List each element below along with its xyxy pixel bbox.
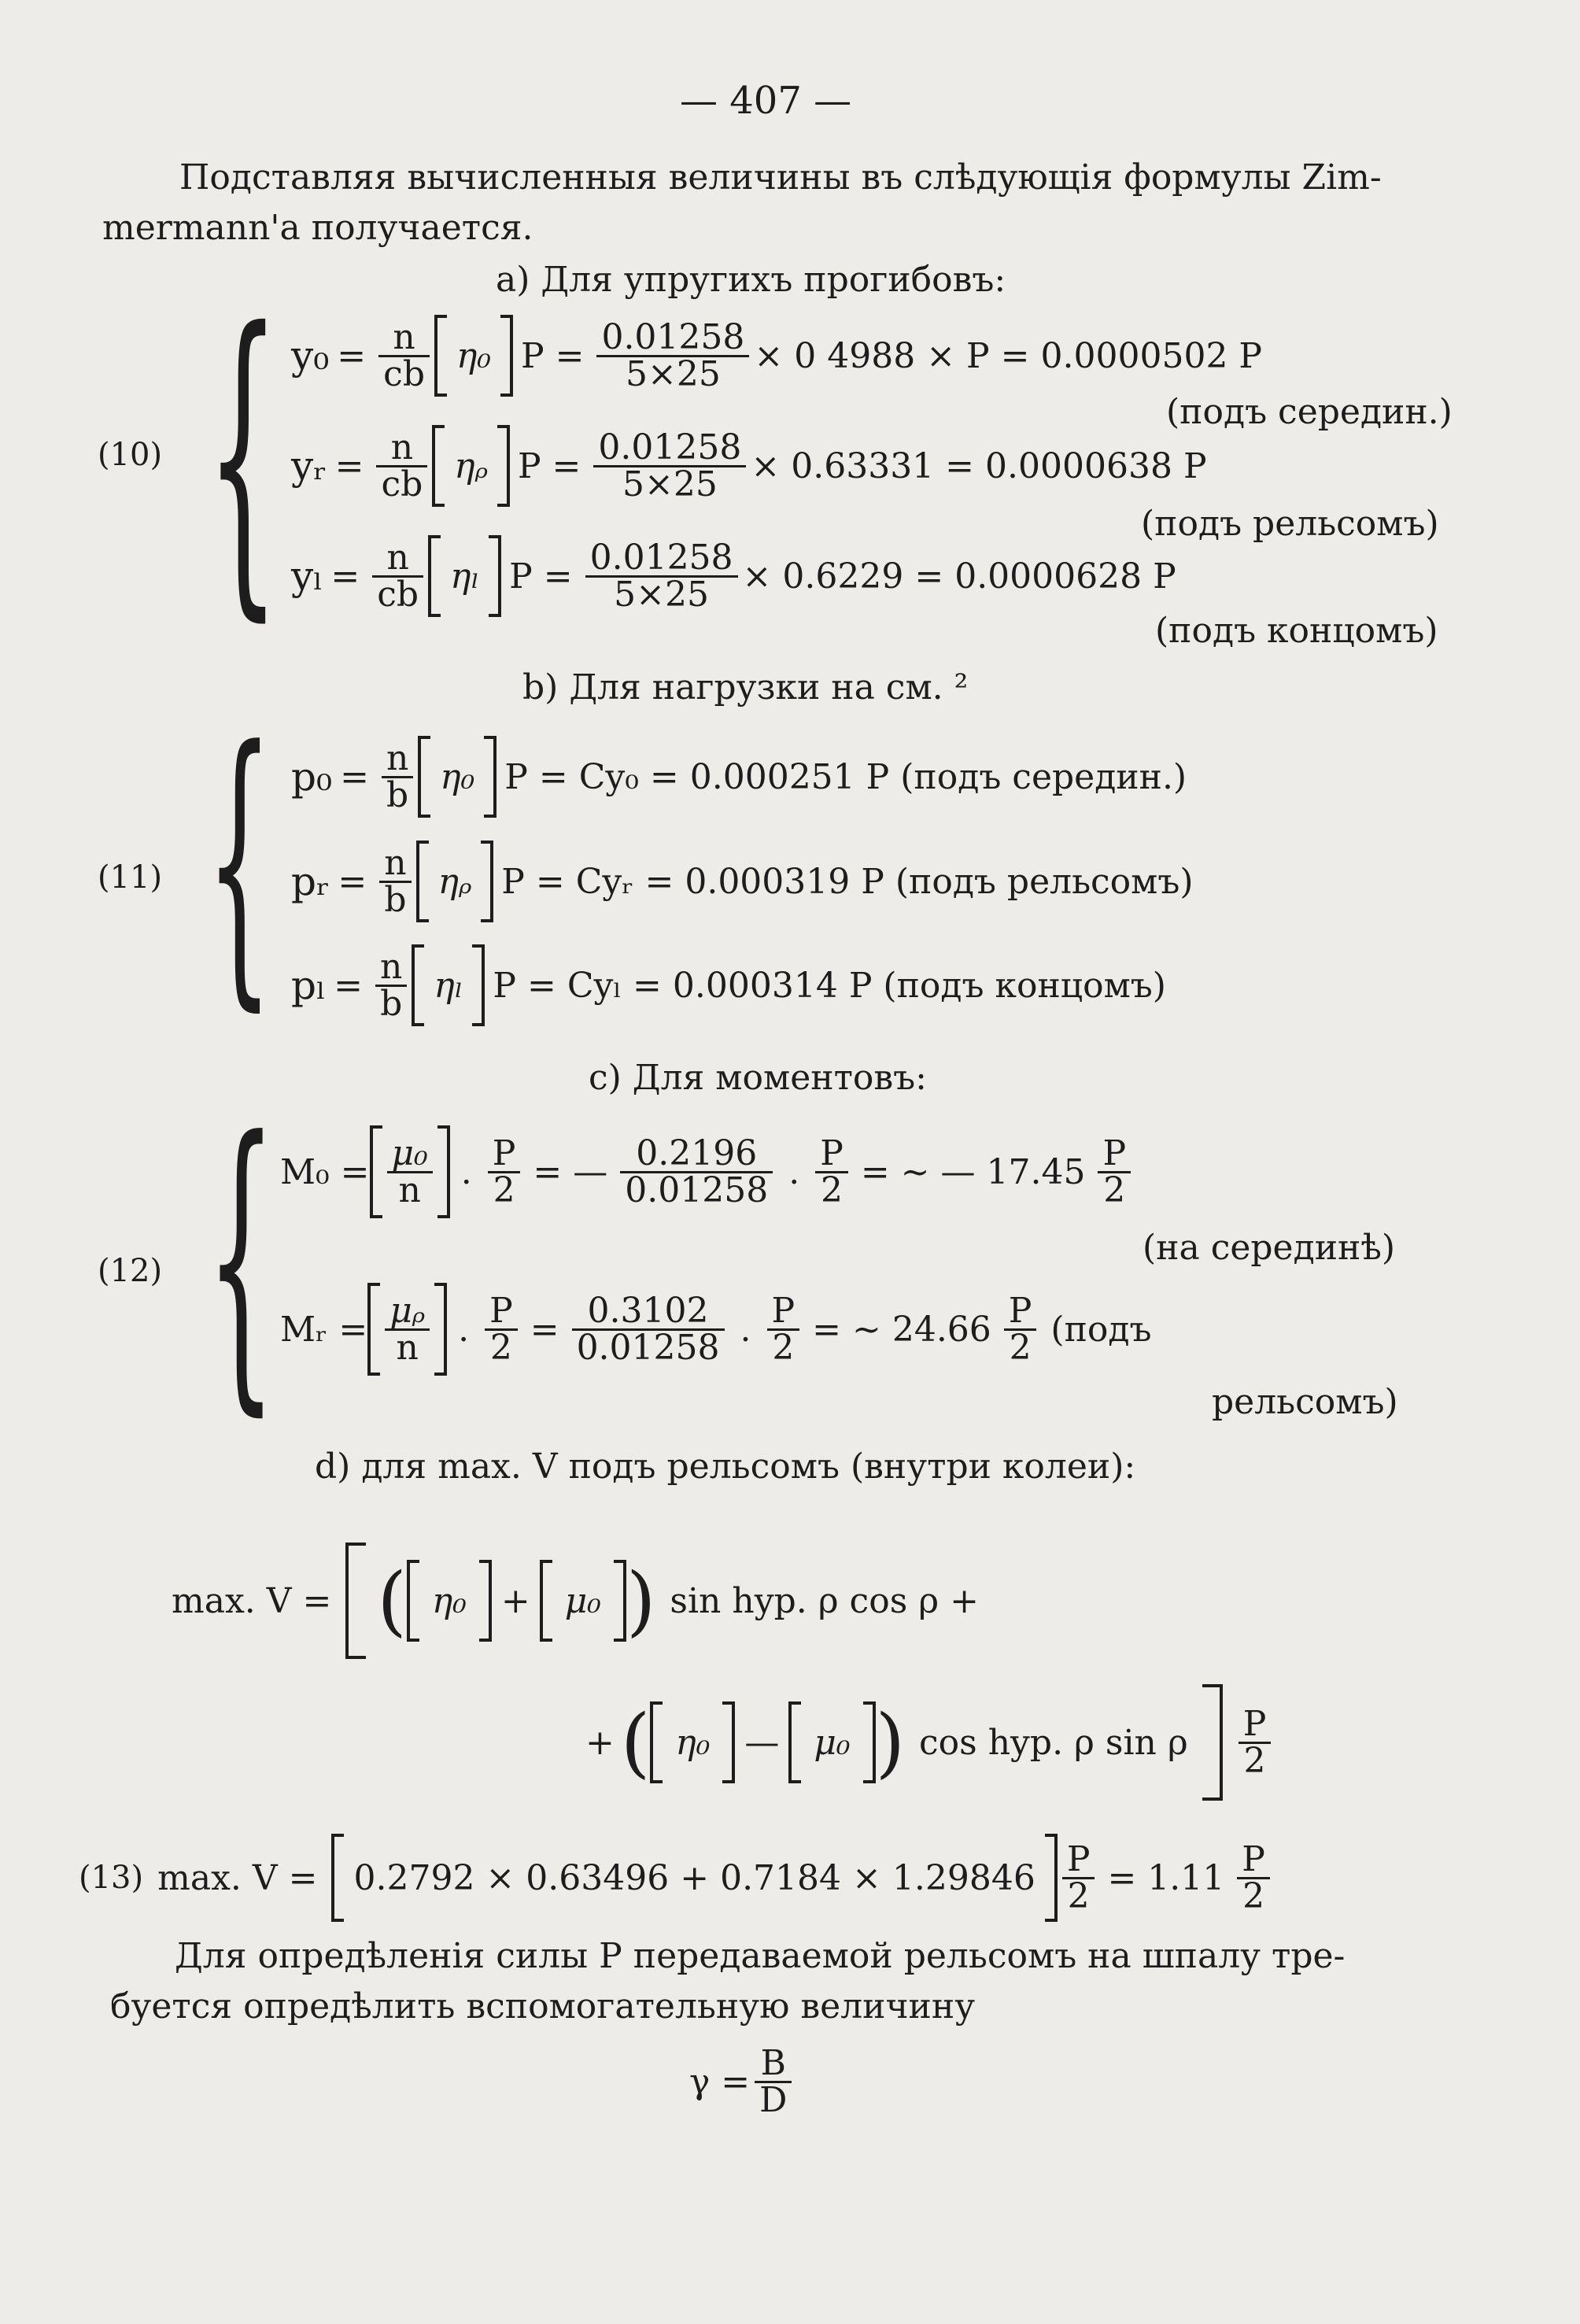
eq10-row1-note: (подъ середин.) (1166, 392, 1453, 432)
frac-den: cb (377, 574, 419, 615)
eq12-row2-lhs: Mᵣ = (280, 1309, 368, 1350)
bracket-left (331, 1834, 344, 1922)
frac-den: n (398, 1169, 421, 1210)
brace-10: { (206, 264, 280, 648)
eqd-lhs: max. V = (172, 1580, 332, 1621)
outer-bracket-left (345, 1543, 366, 1659)
eq12-row1-tail: = ~ — 17.45 (860, 1151, 1086, 1192)
bracket-right (434, 1283, 447, 1376)
frac-den: 2 (821, 1169, 843, 1210)
bracket-right (722, 1701, 735, 1783)
frac-num: 0.01258 (585, 541, 738, 578)
bracket-left (650, 1701, 663, 1783)
frac-den: 2 (493, 1169, 515, 1210)
bracket-left (412, 944, 424, 1026)
eq10-row1-nfrac (378, 316, 430, 394)
eq10-row1-factor: × 0 4988 × P = 0.0000502 P (754, 335, 1263, 376)
section-b-title: b) Для нагрузки на см. ² (522, 667, 969, 708)
eq10-row1-frac (596, 316, 749, 394)
frac-num: P (1062, 1842, 1095, 1879)
frac-num: P (1098, 1136, 1131, 1173)
frac-num: n (375, 950, 407, 987)
eq12-row2-mufrac (385, 1290, 430, 1368)
bracket-right (614, 1560, 626, 1642)
outer-bracket-right (1202, 1684, 1223, 1801)
frac-num: 0.3102 (572, 1294, 725, 1331)
frac-num: P (485, 1294, 518, 1331)
eq13-pfrac2 (1237, 1838, 1270, 1916)
brace-12: { (206, 1076, 277, 1442)
gamma-frac (755, 2043, 792, 2120)
bracket-right (489, 535, 501, 617)
eq-label-13: (13) (79, 1860, 144, 1896)
eqd-mu-1: μ₀ (564, 1580, 601, 1621)
bracket-right (484, 736, 497, 818)
bracket-left (428, 535, 441, 617)
frac-num: n (379, 846, 411, 883)
eq10-row2-frac (593, 427, 746, 504)
eq10-row2-nfrac (376, 427, 427, 504)
eq12-row2-pfrac (485, 1290, 518, 1368)
frac-num: P (488, 1136, 521, 1173)
frac-num: P (767, 1294, 800, 1331)
bracket-left (540, 1560, 552, 1642)
frac-den: 2 (1009, 1327, 1032, 1368)
frac-num: 0.01258 (596, 320, 749, 357)
eq12-row2-note2: рельсомъ) (1212, 1382, 1398, 1422)
eq10-row2: yᵣ = $\frac{n}{cb}$ ηᵨ P = $\frac{0.01258}{5\times 25}$ × 0.63331 = 0.0000638 P (291, 425, 1207, 507)
eq10-row1-lhs: y₀ (291, 333, 330, 379)
eq13-lhs: max. V = (157, 1857, 318, 1898)
frac-num: 0.2196 (620, 1136, 773, 1173)
eq11-row2: pᵣ = $\frac{n}{b}$ ηᵨ P = Cyᵣ = 0.000319 P (подъ рельсомъ) (291, 841, 1194, 922)
eq13-eq: = 1.11 (1107, 1857, 1225, 1898)
eq12-row2-tail: = ~ 24.66 (812, 1309, 991, 1350)
frac-num: n (378, 320, 430, 357)
frac-den: D (759, 2080, 788, 2120)
eq13 (79, 1834, 1275, 1922)
frac-num: μ₀ (387, 1136, 433, 1173)
eq10-row3-factor: × 0.6229 = 0.0000628 P (742, 556, 1176, 597)
eq12-row2-frac (572, 1290, 725, 1368)
frac-den: b (386, 774, 409, 815)
frac-den: 2 (1103, 1169, 1126, 1210)
bracket-right (472, 944, 485, 1026)
eq12-row1-mufrac (387, 1132, 433, 1210)
frac-num: n (372, 541, 423, 578)
frac-den: 5×25 (626, 353, 721, 394)
frac-num: n (382, 741, 413, 778)
eqd-line1: max. V = ( η₀ + μ₀ ) sin hyp. ρ cos ρ + (172, 1543, 979, 1659)
eqd-line2: + ( η₀ — μ₀ ) cos hyp. ρ sin ρ $\frac{P}{2}$ (585, 1684, 1275, 1801)
eq10-row3: yₗ = $\frac{n}{cb}$ ηₗ P = $\frac{0.01258}{5\times 25}$ × 0.6229 = 0.0000628 P (291, 535, 1176, 617)
frac-den: 2 (1243, 1740, 1266, 1781)
frac-num: P (1239, 1707, 1272, 1744)
frac-num: n (376, 430, 427, 467)
frac-den: n (396, 1327, 419, 1368)
eq-label-11: (11) (98, 859, 163, 896)
eq11-row3: pₗ = $\frac{n}{b}$ ηₗ P = Cyₗ = 0.000314 P (подъ концомъ) (291, 944, 1166, 1026)
eq10-row3-frac (585, 537, 738, 615)
frac-den: 2 (772, 1327, 795, 1368)
eq12-row2: Mᵣ = $\frac{\text{μᵨ}}{n}$ . $\frac{P}{2}$ = $\frac{0.3102}{0.01258}$ . $\frac{P}{2}$ = ~ 24.66 $\frac{P}{2}$ (подъ (280, 1283, 1151, 1376)
eq-label-12: (12) (98, 1253, 163, 1289)
eq12-row1-frac (620, 1132, 773, 1210)
bracket-right (479, 1560, 492, 1642)
bracket-right (500, 315, 513, 397)
eq11-row3-rhs: P = Cyₗ = 0.000314 P (подъ концомъ) (493, 965, 1166, 1006)
eqd-line2-tail: cos hyp. ρ sin ρ (919, 1722, 1188, 1763)
frac-den: 2 (1067, 1875, 1090, 1916)
eq11-row2-lhs: pᵣ (291, 859, 330, 904)
gamma-eq (689, 2043, 796, 2120)
frac-den: 2 (1242, 1875, 1265, 1916)
frac-den: 0.01258 (625, 1169, 769, 1210)
eq10-row2-factor: × 0.63331 = 0.0000638 P (751, 445, 1207, 486)
bracket-right (481, 841, 493, 922)
frac-num: P (1237, 1842, 1270, 1879)
eq11-row3-eta: ηₗ (434, 965, 463, 1006)
eq11-row3-lhs: pₗ (291, 962, 327, 1008)
frac-num: μᵨ (385, 1294, 430, 1331)
eq10-row1: y₀ = $\frac{n}{cb}$ η₀ P = $\frac{0.01258}{5\times 25}$ × 0 4988 × P = 0.0000502 P (291, 315, 1262, 397)
eq11-row1-eta: η₀ (440, 756, 475, 797)
bracket-right (863, 1701, 876, 1783)
bracket-left (407, 1560, 419, 1642)
frac-den: b (384, 879, 407, 920)
eq11-row2-eta: ηᵨ (437, 861, 472, 902)
eqd-eta-2: η₀ (675, 1722, 711, 1763)
gamma-lhs: γ = (689, 2062, 751, 2102)
eq10-row2-note: (подъ рельсомъ) (1141, 504, 1439, 544)
eqd-line1-tail: sin hyp. ρ cos ρ + (670, 1580, 979, 1621)
eq10-row2-lhs: yᵣ (291, 443, 327, 489)
eq10-row2-eta: ηᵨ (454, 445, 488, 486)
frac-num: B (755, 2046, 792, 2083)
eq11-row3-nfrac (375, 946, 407, 1024)
frac-den: 5×25 (614, 574, 709, 615)
eq11-row1-lhs: p₀ (291, 754, 333, 800)
eq12-row1-eq: = — (533, 1151, 608, 1192)
eq12-row2-pfrac3 (1004, 1290, 1037, 1368)
eq12-row1-lhs: M₀ = (280, 1151, 370, 1192)
eq11-row1: p₀ = $\frac{n}{b}$ η₀ P = Cy₀ = 0.000251 P (подъ середин.) (291, 736, 1187, 818)
eq13-pfrac (1062, 1838, 1095, 1916)
eq12-row1-note: (на серединѣ) (1143, 1228, 1396, 1268)
section-c-title: c) Для моментовъ: (589, 1058, 927, 1098)
eq10-row1-eta: η₀ (456, 335, 491, 376)
brace-11: { (206, 687, 273, 1036)
bracket-left (418, 736, 430, 818)
bracket-left (370, 1125, 382, 1218)
frac-num: P (815, 1136, 848, 1173)
eq11-row2-rhs: P = Cyᵣ = 0.000319 P (подъ рельсомъ) (501, 861, 1194, 902)
eq12-row1-pfrac2 (815, 1132, 848, 1210)
outro-line-1: Для опредѣленія силы P передаваемой рельсомъ на шпалу тре- (175, 1936, 1346, 1976)
bracket-left (432, 425, 445, 507)
intro-line-1: Подставляя вычисленныя величины въ слѣдующія формулы Zim- (179, 157, 1382, 198)
section-a-title: a) Для упругихъ прогибовъ: (496, 260, 1006, 300)
eq12-row1: M₀ = $\frac{\text{μ₀}}{n}$ . $\frac{P}{2}$ = — $\frac{0.2196}{0.01258}$ . $\frac{P}{2}$ = ~ — 17.45 $\frac{P}{2}$ (280, 1125, 1135, 1218)
eq10-row3-eta: ηₗ (450, 556, 480, 597)
frac-num: 0.01258 (593, 430, 746, 467)
eq10-row3-lhs: yₗ (291, 553, 323, 599)
eq12-row2-note1: (подъ (1050, 1309, 1152, 1350)
bracket-right (1045, 1834, 1058, 1922)
outro-line-2: буется опредѣлить вспомогательную величину (110, 1986, 976, 2027)
eq12-row2-pfrac2 (767, 1290, 800, 1368)
eq-label-10: (10) (98, 437, 163, 473)
frac-num: P (1004, 1294, 1037, 1331)
bracket-right (497, 425, 510, 507)
eq12-row1-pfrac3 (1098, 1132, 1131, 1210)
eq11-row2-nfrac (379, 842, 411, 920)
frac-den: b (380, 983, 403, 1024)
bracket-left (434, 315, 447, 397)
page-number: — 407 — (680, 79, 852, 123)
bracket-left (416, 841, 429, 922)
eq10-row3-note: (подъ концомъ) (1155, 611, 1438, 651)
frac-den: 5×25 (622, 464, 718, 504)
frac-den: cb (383, 353, 425, 394)
section-d-title: d) для max. V подъ рельсомъ (внутри колеи): (315, 1446, 1136, 1487)
bracket-left (788, 1701, 801, 1783)
eq10-row3-nfrac (372, 537, 423, 615)
bracket-right (437, 1125, 450, 1218)
frac-den: 2 (489, 1327, 512, 1368)
eq11-row1-nfrac (382, 737, 413, 815)
eq12-row2-eq: = (530, 1309, 559, 1350)
eqd-eta-1: η₀ (431, 1580, 467, 1621)
frac-den: cb (381, 464, 423, 504)
eqd-pfrac (1239, 1703, 1272, 1781)
eqd-mu-2: μ₀ (814, 1722, 851, 1763)
eq13-inner: 0.2792 × 0.63496 + 0.7184 × 1.29846 (353, 1857, 1035, 1898)
bracket-left (367, 1283, 380, 1376)
eq12-row1-pfrac (488, 1132, 521, 1210)
frac-den: 0.01258 (576, 1327, 720, 1368)
eq11-row1-rhs: P = Cy₀ = 0.000251 P (подъ середин.) (504, 756, 1187, 797)
intro-line-2: mermann'a получается. (102, 208, 533, 248)
